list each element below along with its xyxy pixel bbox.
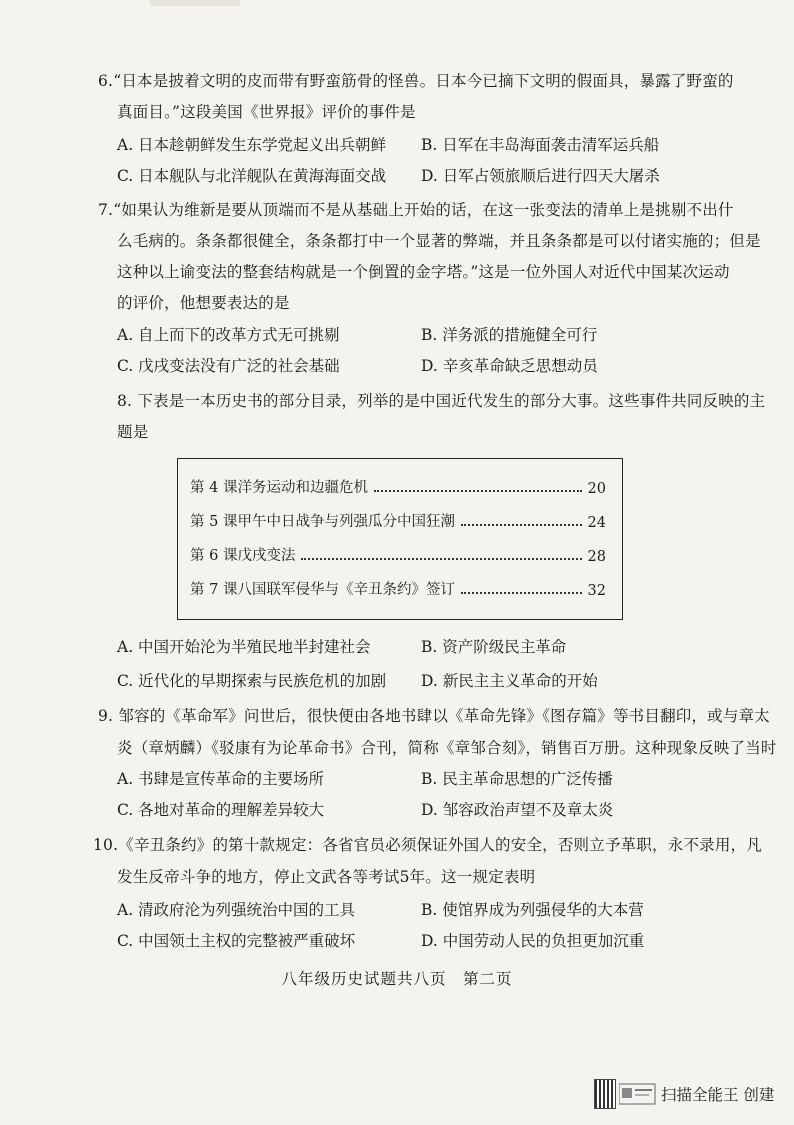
question-10-option-d: D. 中国劳动人民的负担更加沉重: [421, 932, 645, 950]
toc-page: 24: [587, 515, 606, 531]
question-10-line-1: 10.《辛丑条约》的第十款规定：各省官员必须保证外国人的安全，否则立予革职，永不录用，凡: [93, 836, 762, 854]
question-9-line-1: 9. 邹容的《革命军》问世后，很快便由各地书肆以《革命先锋》《图存篇》等书目翻印，或与章太: [98, 707, 770, 725]
watermark-text: 扫描全能王 创建: [661, 1086, 775, 1104]
question-6-option-a: A. 日本趁朝鲜发生东学党起义出兵朝鲜: [117, 136, 387, 154]
question-9-option-c: C. 各地对革命的理解差异较大: [117, 801, 325, 819]
toc-title: 第 5 课甲午中日战争与列强瓜分中国狂潮: [190, 514, 455, 530]
question-10-option-b: B. 使馆界成为列强侵华的大本营: [421, 901, 644, 919]
question-7-line-1: 7.“如果认为维新是要从顶端而不是从基础上开始的话，在这一张变法的清单上是挑剔不出什: [98, 201, 734, 219]
question-8-option-c: C. 近代化的早期探索与民族危机的加剧: [117, 672, 387, 690]
question-7-line-4: 的评价，他想要表达的是: [117, 294, 290, 312]
question-8-option-b: B. 资产阶级民主革命: [421, 638, 567, 656]
toc-page: 32: [587, 583, 606, 599]
app-badge-icon: [619, 1082, 657, 1106]
toc-row: [190, 475, 606, 497]
toc-title: 第 7 课八国联军侵华与《辛丑条约》签订: [190, 582, 455, 598]
question-10-option-a: A. 清政府沦为列强统治中国的工具: [117, 901, 356, 919]
qr-code-icon: [594, 1079, 616, 1109]
scanner-watermark: [594, 1076, 784, 1112]
question-8-option-a: A. 中国开始沦为半殖民地半封建社会: [117, 638, 371, 656]
question-8-line-1: 8. 下表是一本历史书的部分目录，列举的是中国近代发生的部分大事。这些事件共同反映的主: [117, 392, 766, 410]
question-8-option-d: D. 新民主主义革命的开始: [421, 672, 598, 690]
toc-page: 28: [587, 549, 606, 565]
question-9-line-2: 炎（章炳麟）《驳康有为论革命书》合刊，简称《章邹合刻》，销售百万册。这种现象反映了当时: [117, 739, 777, 757]
question-6-option-d: D. 日军占领旅顺后进行四天大屠杀: [421, 167, 660, 185]
question-8-line-2: 题是: [117, 423, 149, 441]
page-footer: 八年级历史试题共八页 第二页: [281, 970, 513, 988]
scan-artifact: [150, 0, 240, 6]
toc-title: 第 6 课戊戌变法: [190, 548, 296, 564]
question-6-option-c: C. 日本舰队与北洋舰队在黄海海面交战: [117, 167, 387, 185]
question-7-line-3: 这种以上谕变法的整套结构就是一个倒置的金字塔。”这是一位外国人对近代中国某次运动: [117, 263, 730, 281]
question-7-option-d: D. 辛亥革命缺乏思想动员: [421, 357, 598, 375]
toc-leader-dots: [461, 592, 582, 594]
toc-row: [190, 577, 606, 599]
question-9-option-a: A. 书肆是宣传革命的主要场所: [117, 770, 325, 788]
question-7-line-2: 么毛病的。条条都很健全，条条都打中一个显著的弊端，并且条条都是可以付诸实施的；但是: [117, 232, 761, 250]
question-6-line-2: 真面目。”这段美国《世界报》评价的事件是: [117, 103, 416, 121]
question-10-line-2: 发生反帝斗争的地方，停止文武各等考试5年。这一规定表明: [117, 868, 536, 886]
toc-row: [190, 509, 606, 531]
toc-row: [190, 543, 606, 565]
toc-page: 20: [587, 481, 606, 497]
table-of-contents: [177, 458, 623, 620]
question-10-option-c: C. 中国领土主权的完整被严重破坏: [117, 932, 356, 950]
toc-leader-dots: [374, 490, 582, 492]
toc-leader-dots: [461, 524, 582, 526]
question-9-option-b: B. 民主革命思想的广泛传播: [421, 770, 613, 788]
toc-title: 第 4 课洋务运动和边疆危机: [190, 480, 368, 496]
question-9-option-d: D. 邹容政治声望不及章太炎: [421, 801, 614, 819]
toc-leader-dots: [301, 558, 581, 560]
question-7-option-b: B. 洋务派的措施健全可行: [421, 326, 598, 344]
question-7-option-c: C. 戊戌变法没有广泛的社会基础: [117, 357, 340, 375]
question-6-line-1: 6.“日本是披着文明的皮而带有野蛮筋骨的怪兽。日本今已摘下文明的假面具，暴露了野蛮的: [98, 72, 734, 90]
question-6-option-b: B. 日军在丰岛海面袭击清军运兵船: [421, 136, 660, 154]
question-7-option-a: A. 自上而下的改革方式无可挑剔: [117, 326, 340, 344]
